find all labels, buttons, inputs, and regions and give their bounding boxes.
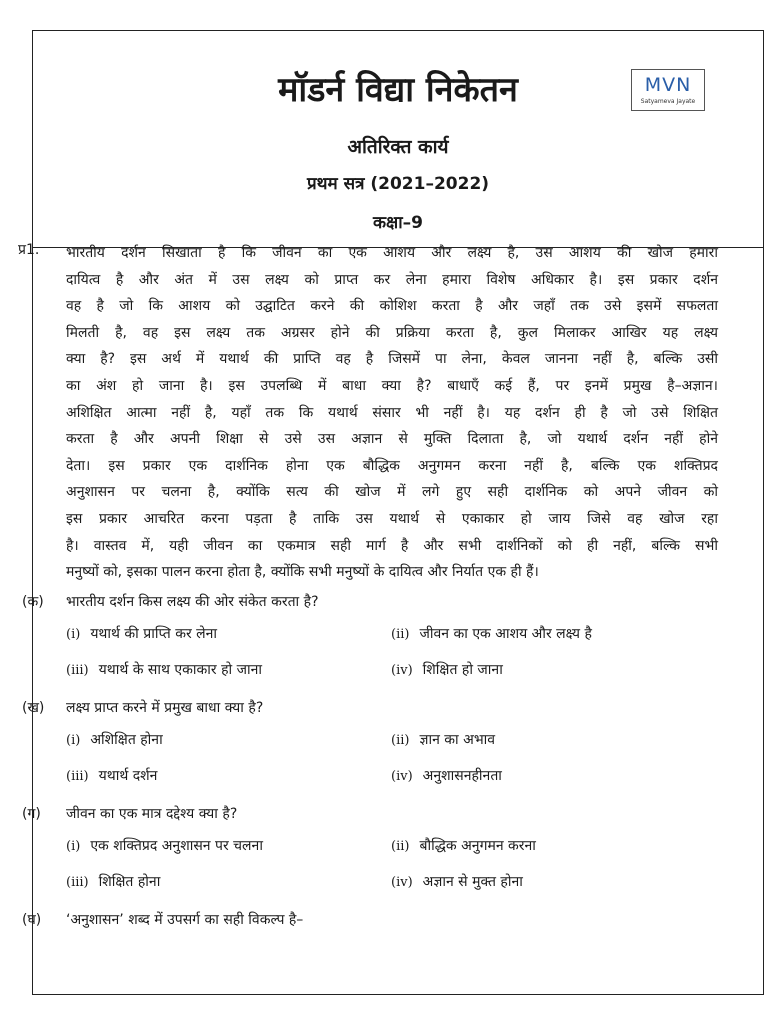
passage-line: करता है और अपनी शिक्षा से उसे उस अज्ञान से मुक्ति दिलाता है, जो यथार्थ दर्शन नहीं होने — [66, 431, 718, 448]
subquestion-ga — [18, 798, 718, 832]
passage-line: वह है जो कि आशय को उद्घाटित करने की कोशिश करता है और जहाँ तक उसे इसमें सफलता — [66, 298, 718, 315]
option — [391, 766, 502, 785]
passage-line: भारतीय दर्शन सिखाता है कि जीवन का एक आशय और लक्ष्य है, उस आशय की खोज हमारा — [66, 245, 718, 261]
subquestion-label: (ख) — [22, 699, 45, 716]
option-text: यथार्थ की प्राप्ति कर लेना — [90, 625, 218, 642]
passage-line: मिलती है, वह इस लक्ष्य तक अग्रसर होने की प्रक्रिया करता है, कुल मिलाकर आखिर यह लक्ष्य — [66, 324, 718, 341]
option — [66, 624, 217, 643]
subquestion-label: (ग) — [22, 805, 41, 822]
subquestion-ka — [18, 586, 718, 620]
options-row — [18, 832, 718, 868]
subquestion-text: लक्ष्य प्राप्त करने में प्रमुख बाधा क्या है? — [66, 699, 264, 716]
option — [391, 836, 536, 855]
option-text: शिक्षित हो जाना — [422, 661, 503, 678]
subquestion-text: ‘अनुशासन’ शब्द में उपसर्ग का सही विकल्प है– — [66, 911, 304, 928]
option-text: एक शक्तिप्रद अनुशासन पर चलना — [90, 837, 263, 854]
option-number: (i) — [66, 626, 81, 642]
session-label: प्रथम सत्र (2021–2022) — [306, 174, 490, 194]
passage-line: अनुशासन पर चलना है, क्योंकि सत्य की खोज में लगे हुए सही दार्शनिक को अपने जीवन को — [66, 484, 718, 501]
option-number: (ii) — [391, 838, 410, 854]
option — [391, 872, 523, 891]
passage-line: दायित्व है और अंत में उस लक्ष्य को प्राप्त कर लेना हमारा विशेष अधिकार है। इस प्रकार दर्शन — [66, 271, 718, 288]
question-number: प्र1. — [18, 242, 40, 258]
option-number: (ii) — [391, 626, 410, 642]
option-text: शिक्षित होना — [98, 873, 161, 890]
option-text: बौद्धिक अनुगमन करना — [419, 837, 536, 854]
option-number: (iii) — [66, 874, 89, 890]
option — [66, 660, 262, 679]
passage-line: क्या है? इस अर्थ में यथार्थ की प्राप्ति वह है जिसमें पा लेना, केवल जानना नहीं है, बल्कि उसी — [66, 351, 718, 368]
option — [391, 624, 592, 643]
passage-line: है। वास्तव में, यही जीवन का एकमात्र सही मार्ग है और सभी दार्शनिकों को ही नहीं, बल्कि सभी — [66, 537, 718, 554]
option — [66, 766, 157, 785]
options-row — [18, 726, 718, 762]
subquestion-kha — [18, 692, 718, 726]
option-number: (iv) — [391, 768, 413, 784]
option-text: अशिक्षित होना — [90, 731, 163, 748]
school-logo — [631, 69, 705, 111]
option-text: ज्ञान का अभाव — [419, 731, 496, 748]
option — [391, 730, 495, 749]
passage-line: का अंश हो जाना है। इस उपलब्धि में बाधा क्या है? बाधाएँ कई हैं, पर इनमें प्रमुख है–अज्ञान। — [66, 377, 718, 394]
passage-line: इस प्रकार आचरित करना पड़ता है ताकि उस यथार्थ से एकाकार हो जाय जिसे वह खोज रहा — [66, 510, 718, 527]
option-text: अज्ञान से मुक्त होना — [422, 873, 523, 890]
option-text: यथार्थ के साथ एकाकार हो जाना — [98, 661, 262, 678]
passage-line: अशिक्षित आत्मा नहीं है, यहाँ तक कि यथार्थ संसार भी नहीं है। यह दर्शन ही है जो उसे शिक्षित — [66, 404, 718, 421]
options-row — [18, 656, 718, 692]
option — [66, 836, 263, 855]
school-name: मॉडर्न विद्या निकेतन — [278, 70, 518, 110]
class-label: कक्षा–9 — [373, 213, 423, 233]
option — [66, 872, 160, 891]
option-number: (iii) — [66, 768, 89, 784]
options-row — [18, 620, 718, 656]
option-number: (i) — [66, 838, 81, 854]
logo-mark: MVN — [644, 74, 692, 96]
option-number: (iv) — [391, 662, 413, 678]
passage-line: मनुष्यों को, इसका पालन करना होता है, क्योंकि सभी मनुष्यों के दायित्व और निर्यात एक ही हैं। — [66, 564, 539, 581]
passage-line: देता। इस प्रकार एक दार्शनिक होना एक बौद्धिक अनुगमन करना नहीं है, बल्कि एक शक्तिप्रद — [66, 457, 718, 474]
subquestion-text: भारतीय दर्शन किस लक्ष्य की ओर संकेत करता है? — [66, 593, 319, 610]
option-number: (ii) — [391, 732, 410, 748]
option-number: (iii) — [66, 662, 89, 678]
subquestion-label: (क) — [22, 593, 44, 610]
subquestion-text: जीवन का एक मात्र दद्देश्य क्या है? — [66, 805, 238, 822]
option — [66, 730, 163, 749]
options-row — [18, 762, 718, 798]
question-1 — [18, 240, 718, 586]
worksheet-content — [18, 240, 718, 938]
option-number: (iv) — [391, 874, 413, 890]
option-text: अनुशासनहीनता — [422, 767, 502, 784]
option-text: यथार्थ दर्शन — [98, 767, 158, 784]
option — [391, 660, 503, 679]
options-row — [18, 868, 718, 904]
option-text: जीवन का एक आशय और लक्ष्य है — [419, 625, 592, 642]
logo-tagline: Satyameva Jayate — [640, 98, 696, 105]
worksheet-title: अतिरिक्त कार्य — [347, 136, 449, 158]
subquestion-gha — [18, 904, 718, 938]
subquestion-label: (घ) — [22, 911, 42, 928]
option-number: (i) — [66, 732, 81, 748]
page-header — [33, 31, 763, 248]
passage — [66, 240, 718, 586]
